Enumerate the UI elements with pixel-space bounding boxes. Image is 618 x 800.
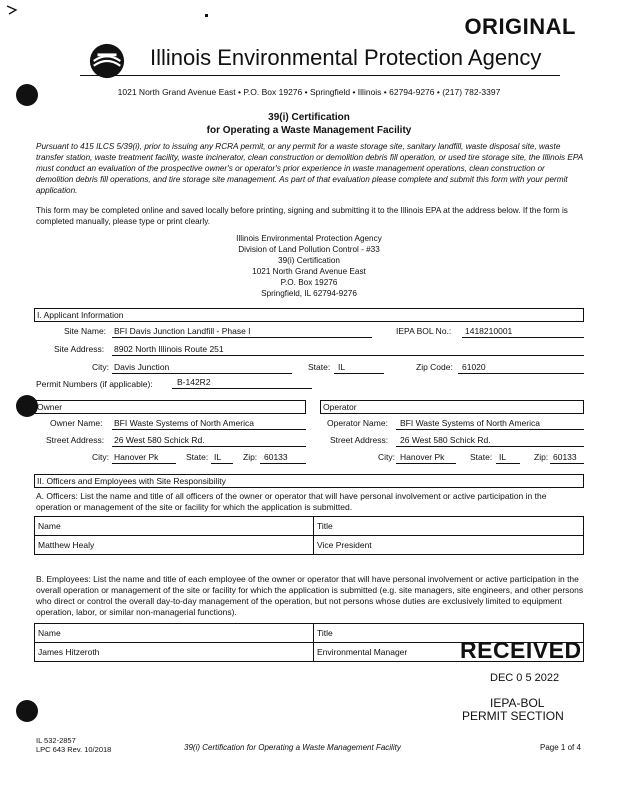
section1-heading: I. Applicant Information (37, 310, 124, 320)
owner-zip-field[interactable]: 60133 (264, 452, 288, 462)
permit-numbers-label: Permit Numbers (if applicable): (36, 379, 153, 389)
mailing-line: 39(i) Certification (278, 256, 340, 265)
operator-street-label: Street Address: (330, 435, 389, 445)
page-number: Page 1 of 4 (540, 743, 581, 752)
scan-speck (205, 14, 208, 17)
city-field[interactable]: Davis Junction (114, 362, 170, 372)
site-address-label: Site Address: (54, 344, 105, 354)
operator-city-field[interactable]: Hanover Pk (400, 452, 445, 462)
form-title: 39(i) Certification (268, 112, 350, 123)
site-address-field[interactable]: 8902 North Illinois Route 251 (114, 344, 224, 354)
corner-mark-icon (6, 4, 20, 16)
punch-hole-bottom (16, 700, 38, 722)
operator-name-label: Operator Name: (327, 418, 388, 428)
section1-heading-box (34, 308, 584, 322)
mailing-line: 1021 North Grand Avenue East (252, 267, 366, 276)
footer-title: 39(i) Certification for Operating a Waste Management Facility (184, 743, 401, 752)
officers-instructions: A. Officers: List the name and title of all officers of the owner or operator that will have personal involvement or active participation in the operation or management of the site or facility for which the application is submitted. (36, 491, 547, 512)
mailing-line: Illinois Environmental Protection Agency (236, 234, 382, 243)
employees-col-name: Name (35, 624, 314, 643)
owner-city-field[interactable]: Hanover Pk (114, 452, 159, 462)
iepa-bol-label: IEPA BOL No.: (396, 326, 452, 336)
received-section: PERMIT SECTION (462, 709, 564, 723)
state-underline (334, 373, 384, 374)
officer-name[interactable]: Matthew Healy (35, 536, 314, 555)
owner-street-field[interactable]: 26 West 580 Schick Rd. (114, 435, 205, 445)
operator-zip-underline (550, 463, 584, 464)
mailing-address (0, 233, 618, 299)
site-name-field[interactable]: BFI Davis Junction Landfill - Phase I (114, 326, 251, 336)
operator-name-underline (396, 429, 584, 430)
zip-code-underline (458, 373, 584, 374)
mailing-line: P.O. Box 19276 (280, 278, 338, 287)
officers-header-row (35, 517, 584, 536)
employee-name[interactable]: James Hitzeroth (35, 643, 314, 662)
city-underline (112, 373, 292, 374)
operator-state-label: State: (470, 452, 493, 462)
owner-city-underline (112, 463, 176, 464)
agency-address: 1021 North Grand Avenue East • P.O. Box 19276 • Springfield • Illinois • 62794-9276 • (217) 782-3397 (117, 87, 501, 97)
operator-street-underline (396, 446, 584, 447)
owner-name-underline (112, 429, 306, 430)
received-dept: IEPA-BOL (490, 696, 545, 710)
intro-paragraph: Pursuant to 415 ILCS 5/39(i), prior to issuing any RCRA permit, or any permit for a waste storage site, sanitary landfill, waste disposal site, waste transfer station, waste treatment facility, waste incinerator, clean construction or demolition debris fill operation, or used tire storage site, the Illinois EPA must conduct an evaluation of the prospective owner's or operator's prior experience in waste management operations, clean construction or demolition debris fill operations, and tire storage site management. As part of that evaluation please complete and submit this form with your permit application. (36, 142, 583, 195)
state-field[interactable]: IL (338, 362, 346, 372)
table-row (35, 536, 584, 555)
header-rule (80, 75, 560, 76)
mailing-line: Division of Land Pollution Control - #33 (238, 245, 380, 254)
owner-name-field[interactable]: BFI Waste Systems of North America (114, 418, 254, 428)
officers-table (34, 516, 584, 555)
zip-code-field[interactable]: 61020 (462, 362, 486, 372)
permit-numbers-field[interactable]: B-142R2 (177, 377, 211, 387)
section2-heading-box (34, 474, 584, 488)
operator-street-field[interactable]: 26 West 580 Schick Rd. (400, 435, 491, 445)
form-subtitle: for Operating a Waste Management Facility (206, 125, 412, 136)
agency-name: Illinois Environmental Protection Agency (150, 45, 542, 70)
section2-heading: II. Officers and Employees with Site Responsibility (37, 476, 226, 486)
owner-name-label: Owner Name: (50, 418, 103, 428)
owner-street-underline (112, 446, 306, 447)
operator-name-field[interactable]: BFI Waste Systems of North America (400, 418, 540, 428)
owner-zip-underline (260, 463, 306, 464)
employees-instructions: B. Employees: List the name and title of each employee of the owner or operator that will have personal involvement or active participation in the overall operation or management of the site or facility for which the application is submitted (e.g. site managers, site engineers, and other persons who direct or control the overall day-to-day management of the operation, but not persons whose duties are exclusively limited to equipment operation, labor, or similar non-managerial functions). (36, 574, 584, 617)
instructions-paragraph: This form may be completed online and saved locally before printing, signing and submitting it to the Illinois EPA at the address below. If the form is completed manually, please type or print clearly. (36, 206, 568, 226)
operator-zip-label: Zip: (534, 452, 549, 462)
zip-code-label: Zip Code: (416, 362, 453, 372)
form-id-1: IL 532-2857 (36, 736, 76, 745)
operator-state-underline (496, 463, 520, 464)
operator-city-label: City: (378, 452, 395, 462)
owner-heading-box (34, 400, 306, 414)
iepa-bol-underline (462, 337, 584, 338)
site-address-underline (112, 355, 584, 356)
site-name-label: Site Name: (64, 326, 107, 336)
owner-city-label: City: (92, 452, 109, 462)
owner-state-underline (211, 463, 233, 464)
iepa-bol-field[interactable]: 1418210001 (465, 326, 513, 336)
permit-numbers-underline (172, 388, 312, 389)
mailing-line: Springfield, IL 62794-9276 (261, 289, 357, 298)
form-id-2: LPC 643 Rev. 10/2018 (36, 745, 112, 754)
employee-title[interactable]: Environmental Manager (314, 643, 584, 662)
owner-street-label: Street Address: (46, 435, 105, 445)
original-stamp: ORIGINAL (464, 14, 576, 39)
operator-heading-box (320, 400, 584, 414)
employees-col-title: Title (314, 624, 584, 643)
received-stamp: RECEIVED (460, 637, 582, 663)
operator-state-field[interactable]: IL (499, 452, 507, 462)
operator-heading: Operator (323, 402, 357, 412)
officers-col-name: Name (35, 517, 314, 536)
officers-col-title: Title (314, 517, 584, 536)
officer-title[interactable]: Vice President (314, 536, 584, 555)
operator-city-underline (396, 463, 456, 464)
owner-zip-label: Zip: (243, 452, 258, 462)
owner-state-label: State: (186, 452, 209, 462)
operator-zip-field[interactable]: 60133 (553, 452, 577, 462)
received-date: DEC 0 5 2022 (490, 672, 560, 684)
site-name-underline (112, 337, 372, 338)
city-label: City: (92, 362, 109, 372)
owner-state-field[interactable]: IL (214, 452, 222, 462)
state-label: State: (308, 362, 331, 372)
owner-heading: Owner (37, 402, 63, 412)
